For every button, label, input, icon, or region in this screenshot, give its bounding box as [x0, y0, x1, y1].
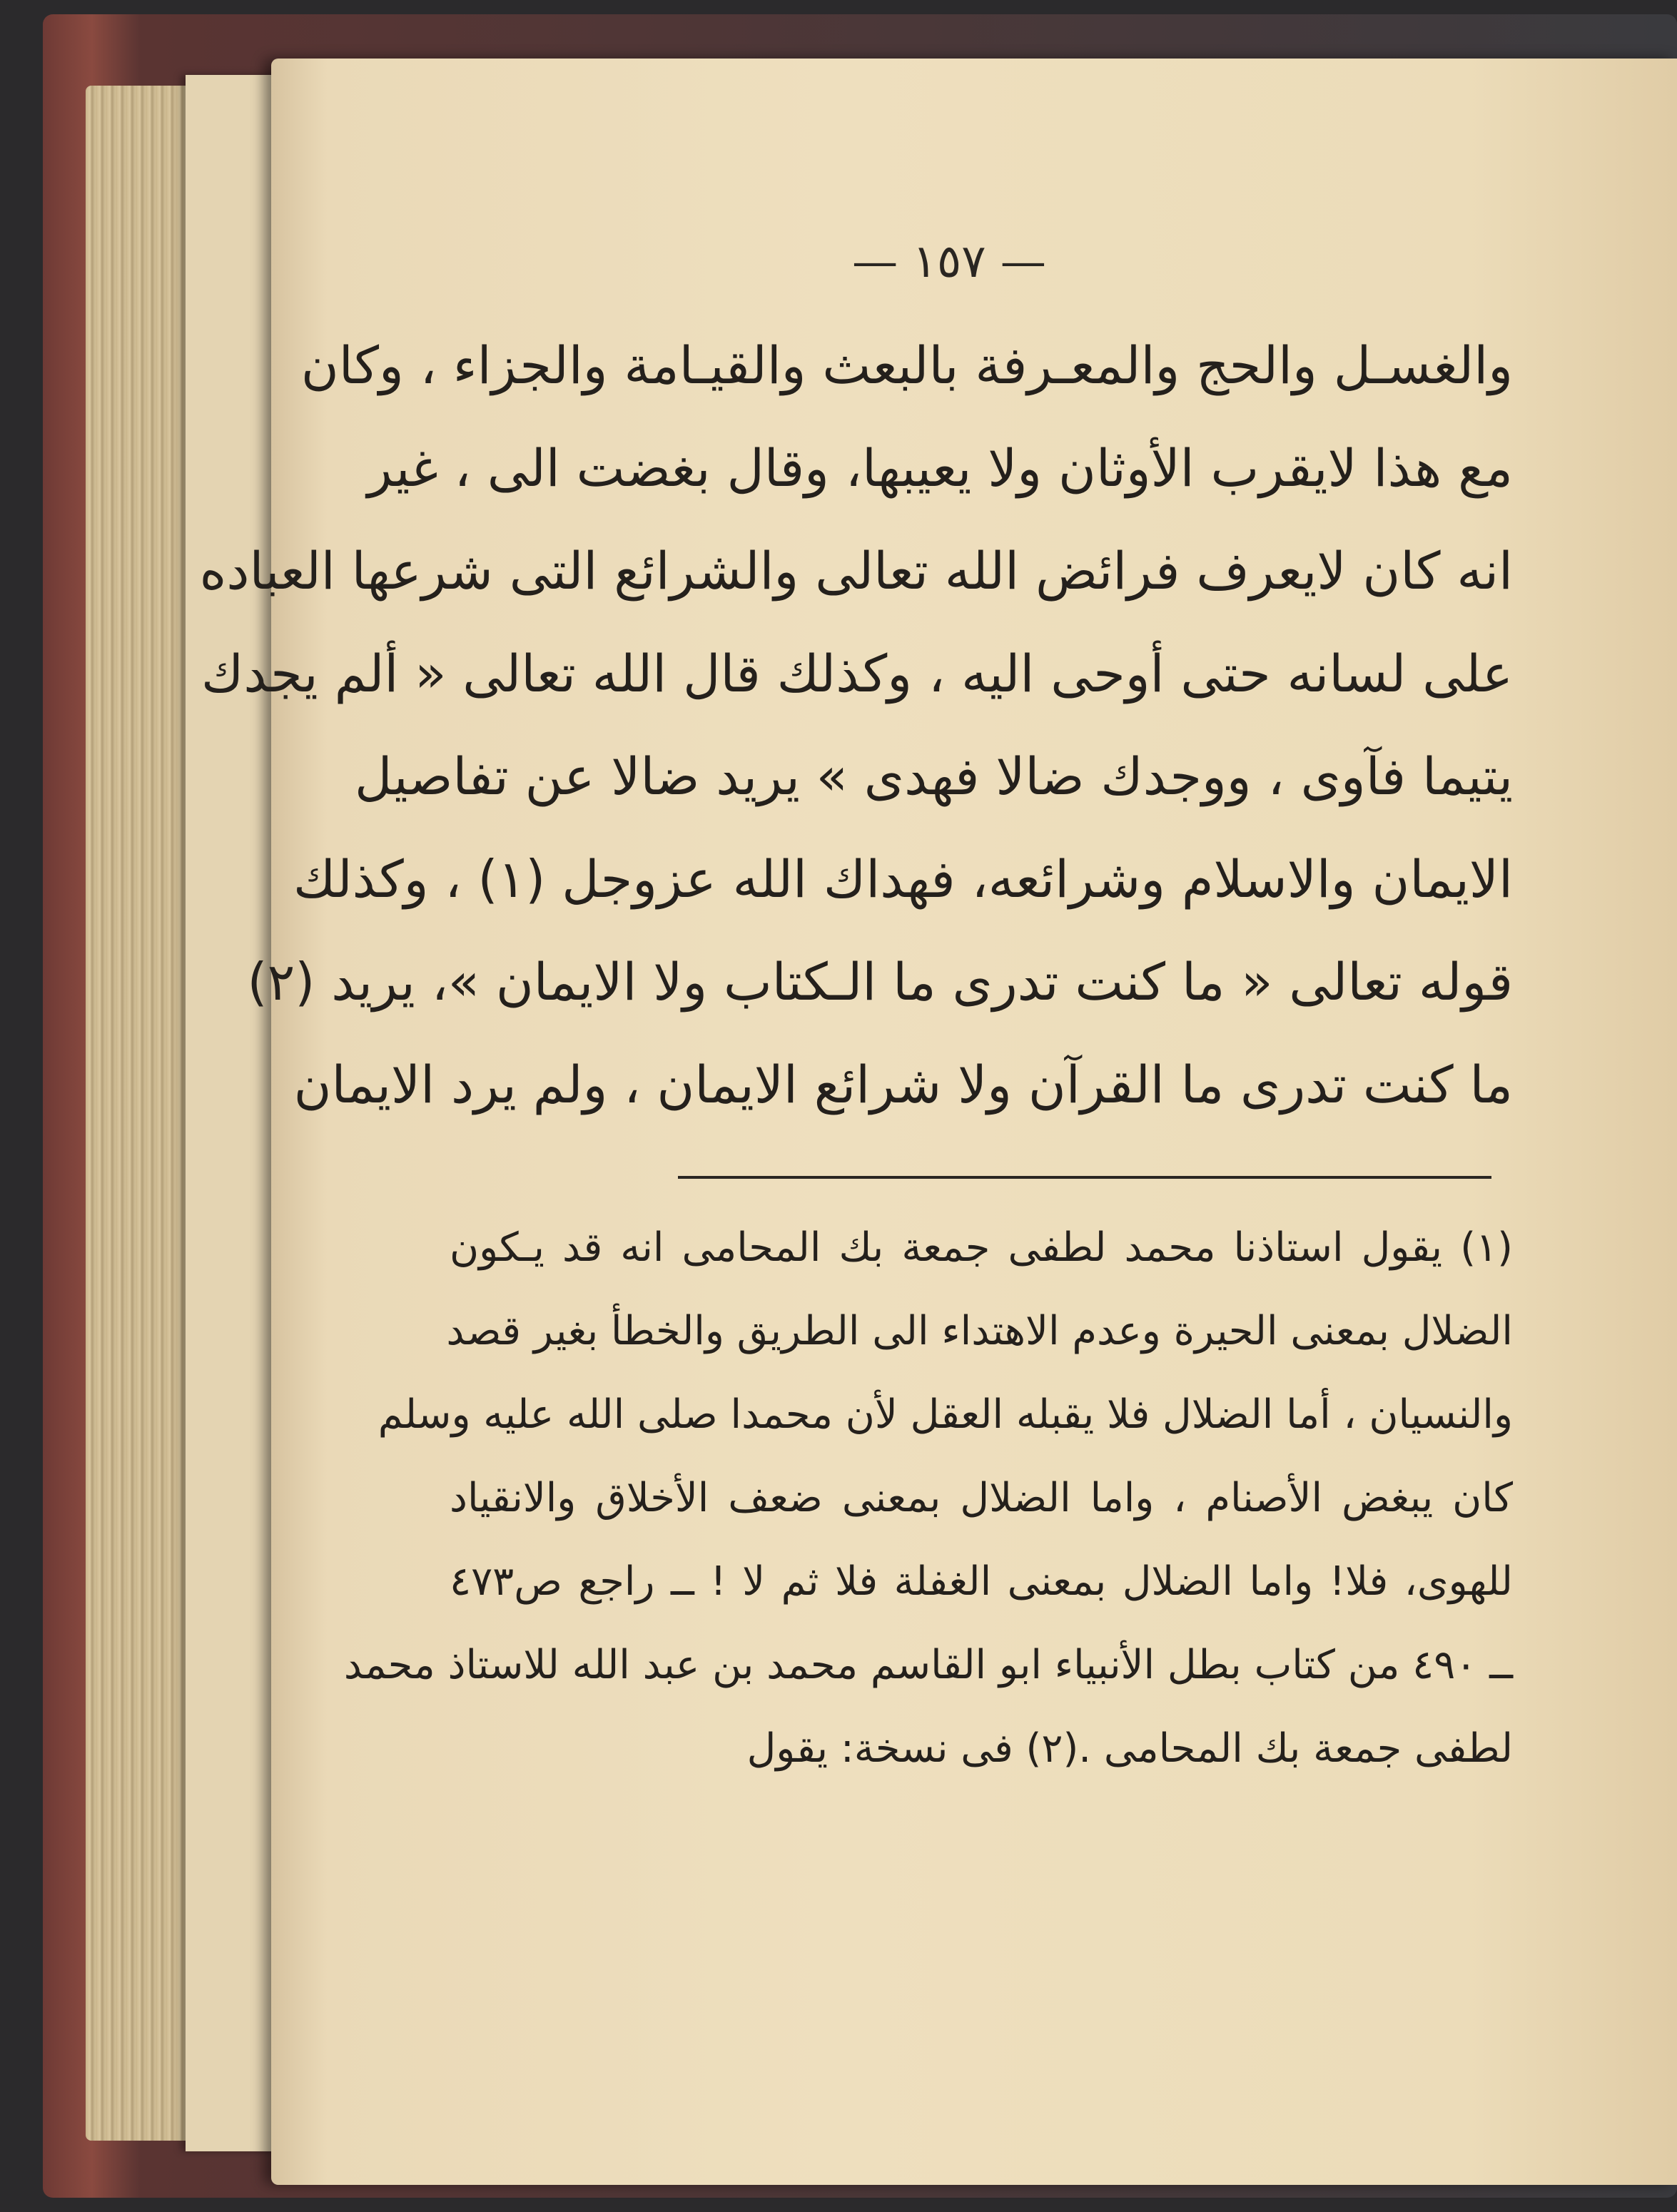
text-line: مع هذا لايقرب الأوثان ولا يعيبها، وقال بغضت الى ، غير — [367, 438, 1513, 498]
text-line: قوله تعالى « ما كنت تدرى ما الـكتاب ولا الايمان »، يريد (٢) — [247, 952, 1513, 1012]
footnote-line: (١) يقول استاذنا محمد لطفى جمعة بك المحامى انه قد يـكون — [450, 1224, 1513, 1271]
footnotes — [343, 1206, 1513, 1790]
text-line: يتيما فآوى ، ووجدك ضالا فهدى » يريد ضالا عن تفاصيل — [354, 746, 1513, 806]
footnote-divider — [678, 1176, 1491, 1179]
page-number: — ١٥٧ — — [852, 235, 1046, 288]
footnote-line: ــ ٤٩٠ من كتاب بطل الأنبياء ابو القاسم محمد بن عبد الله للاستاذ محمد — [343, 1642, 1513, 1688]
text-line: ما كنت تدرى ما القرآن ولا شرائع الايمان ، ولم يرد الايمان — [293, 1055, 1513, 1115]
footnote-line: للهوى، فلا! واما الضلال بمعنى الغفلة فلا ثم لا ! ــ راجع ص٤٧٣ — [450, 1558, 1513, 1605]
text-line: الايمان والاسلام وشرائعه، فهداك الله عزوجل (١) ، وكذلك — [293, 849, 1513, 909]
text-line: انه كان لايعرف فرائض الله تعالى والشرائع التى شرعها العباده — [199, 541, 1513, 601]
main-text — [199, 314, 1513, 1136]
footnote-line: لطفى جمعة بك المحامى .(٢) فى نسخة: يقول — [746, 1725, 1513, 1772]
page-edges — [86, 86, 200, 2141]
footnote-line: الضلال بمعنى الحيرة وعدم الاهتداء الى الطريق والخطأ بغير قصد — [446, 1308, 1513, 1354]
text-line: والغسـل والحج والمعـرفة بالبعث والقيـامة والجزاء ، وكان — [300, 335, 1513, 395]
text-line: على لسانه حتى أوحى اليه ، وكذلك قال الله تعالى « ألم يجدك — [201, 644, 1513, 704]
footnote-line: والنسيان ، أما الضلال فلا يقبله العقل لأن محمدا صلى الله عليه وسلم — [378, 1391, 1513, 1438]
footnote-line: كان يبغض الأصنام ، واما الضلال بمعنى ضعف الأخلاق والانقياد — [450, 1475, 1513, 1521]
